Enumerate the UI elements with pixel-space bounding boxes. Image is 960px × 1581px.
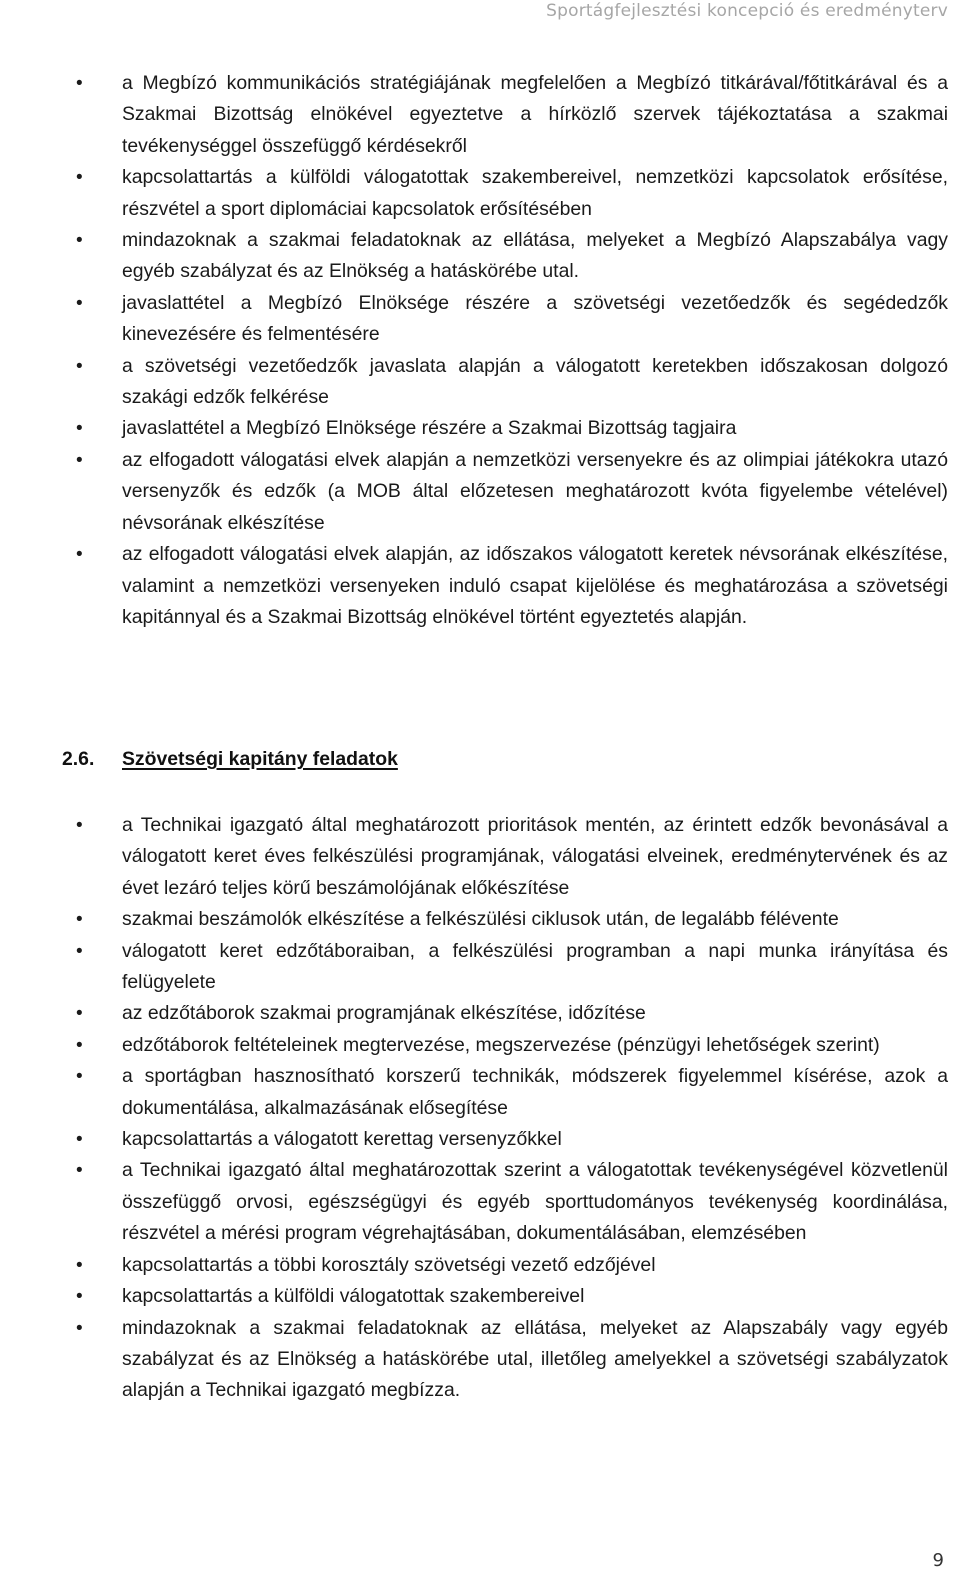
list-item-text: • szakmai beszámolók elkészítése a felkészülési ciklusok után, de legalább félévente xyxy=(122,908,839,931)
list-item-text: • a szövetségi vezetőedzők javaslata alapján a válogatott keretekben időszakosan dolgozó szakági edzők felkérése xyxy=(122,354,948,409)
list-item xyxy=(0,1155,960,1249)
list-item-text: • a Technikai igazgató által meghatározott prioritások mentén, az érintett edzők bevonásával a válogatott keret éves felkészülési programjának, válogatási elveinek, eredménytervének és az évet lezáró teljes körű beszámolójának előkészítése xyxy=(122,814,948,899)
list-item xyxy=(0,288,960,351)
list-item xyxy=(0,1124,960,1155)
list-item-text: • a Technikai igazgató által meghatározottak szerint a válogatottak tevékenységével közvetlenül összefüggő orvosi, egészségügyi és egyéb sporttudományos tevékenység koordinálása, részvétel a mérési program végrehajtásában, dokumentálásában, elemzésében xyxy=(122,1159,948,1245)
list-item xyxy=(0,936,960,999)
list-item-text: • az edzőtáborok szakmai programjának elkészítése, időzítése xyxy=(122,1002,646,1025)
list-item xyxy=(0,162,960,225)
list-item-text: • javaslattétel a Megbízó Elnöksége részére a szövetségi vezetőedzők és segédedzők kinevezésére és felmentésére xyxy=(122,291,948,346)
list-item-text: • mindazoknak a szakmai feladatoknak az ellátása, melyeket az Alapszabály vagy egyéb szabályzat és az Elnökség a hatáskörébe utal, illetőleg amelyekkel a szövetségi szabályzatok alapján a Technikai igazgató megbízza. xyxy=(122,1316,948,1402)
list-item xyxy=(0,351,960,414)
list-item-text: • edzőtáborok feltételeinek megtervezése, megszervezése (pénzügyi lehetőségek szerint) xyxy=(122,1033,880,1056)
list-item xyxy=(0,1030,960,1061)
list-item xyxy=(0,1061,960,1124)
list-item-text: • a Megbízó kommunikációs stratégiájának megfelelően a Megbízó titkárával/főtitkárával és a Szakmai Bizottság elnökével egyeztetve a hírközlő szervek tájékoztatása a szakmai tevékenységgel összefüggő kérdésekről xyxy=(122,72,948,157)
list-item-text: • mindazoknak a szakmai feladatoknak az ellátása, melyeket a Megbízó Alapszabálya vagy egyéb szabályzat és az Elnökség a hatáskörébe utal. xyxy=(122,229,948,283)
captain-tasks-list xyxy=(0,810,960,1407)
list-item xyxy=(0,1313,960,1407)
list-item-text: • kapcsolattartás a többi korosztály szövetségi vezető edzőjével xyxy=(122,1253,656,1276)
responsibilities-list xyxy=(0,68,960,633)
list-item-text: • az elfogadott válogatási elvek alapján, az időszakos válogatott keretek névsorának elkészítése, valamint a nemzetközi versenyeken induló csapat kijelölése és meghatározása a szövetségi kapitánnyal és a Szakmai Bizottság elnökével történt egyeztetés alapján. xyxy=(122,543,948,628)
list-item-text: • az elfogadott válogatási elvek alapján a nemzetközi versenyekre és az olimpiai játékokra utazó versenyzők és edzők (a MOB által előzetesen meghatározott kvóta figyelembe vételével) névsorának elkészítése xyxy=(122,448,948,534)
section-title: Szövetségi kapitány feladatok xyxy=(122,748,398,770)
running-header-title: Sportágfejlesztési koncepció és eredményterv xyxy=(546,1,948,21)
list-item-text: • javaslattétel a Megbízó Elnöksége részére a Szakmai Bizottság tagjaira xyxy=(122,417,737,440)
list-item xyxy=(0,1281,960,1312)
list-item-text: • kapcsolattartás a külföldi válogatottak szakembereivel, nemzetközi kapcsolatok erősítése, részvétel a sport diplomáciai kapcsolatok erősítésében xyxy=(122,166,948,220)
section-heading xyxy=(62,744,398,775)
list-item xyxy=(0,68,960,162)
list-item xyxy=(0,225,960,288)
list-item xyxy=(0,1250,960,1281)
list-item xyxy=(0,904,960,935)
page-number: 9 xyxy=(932,1550,944,1571)
list-item-text: • válogatott keret edzőtáboraiban, a felkészülési programban a napi munka irányítása és felügyelete xyxy=(122,939,948,994)
list-item xyxy=(0,445,960,539)
list-item xyxy=(0,998,960,1029)
list-item-text: • kapcsolattartás a válogatott kerettag versenyzőkkel xyxy=(122,1128,562,1151)
list-item xyxy=(0,810,960,904)
list-item xyxy=(0,413,960,444)
list-item-text: • kapcsolattartás a külföldi válogatottak szakembereivel xyxy=(122,1285,585,1308)
section-number: 2.6. xyxy=(62,748,95,770)
list-item-text: • a sportágban hasznosítható korszerű technikák, módszerek figyelemmel kísérése, azok a dokumentálása, alkalmazásának elősegítése xyxy=(122,1065,948,1119)
list-item xyxy=(0,539,960,633)
